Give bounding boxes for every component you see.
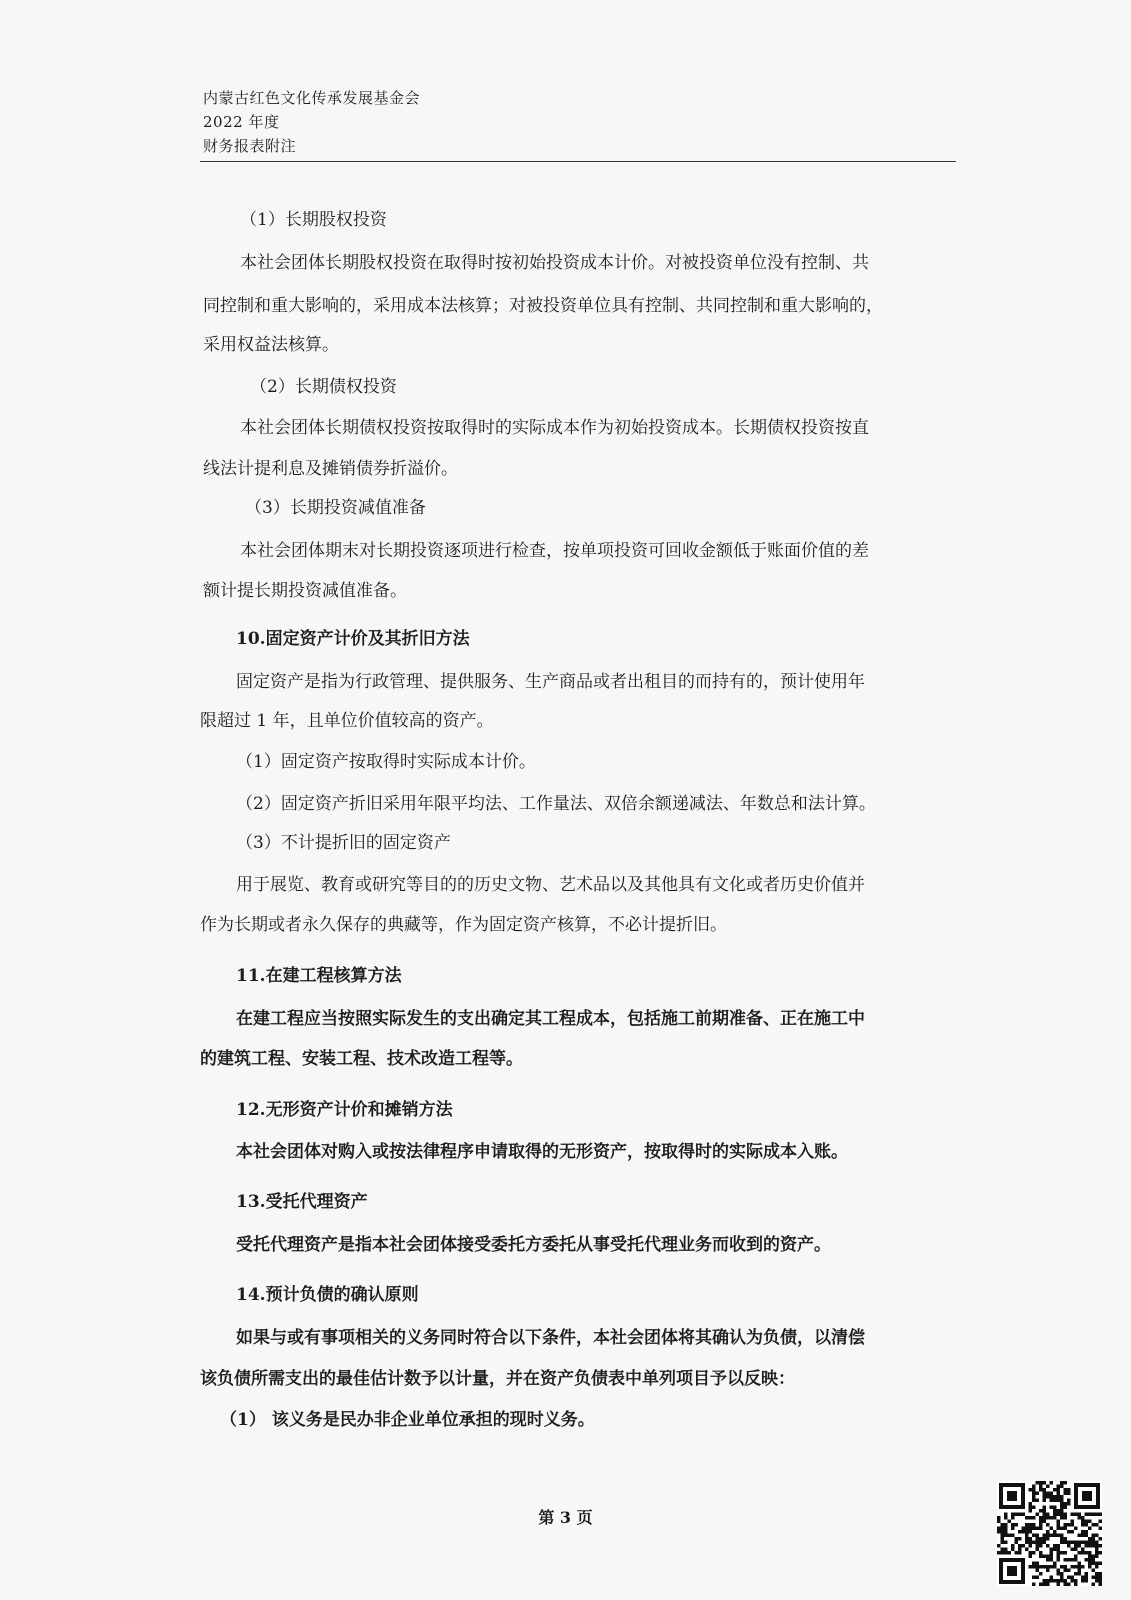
paragraph-line: 本社会团体长期股权投资在取得时按初始投资成本计价。对被投资单位没有控制、共 bbox=[240, 253, 869, 273]
page-header bbox=[203, 86, 953, 158]
list-item: （1）固定资产按取得时实际成本计价。 bbox=[236, 752, 536, 772]
list-item: （2）固定资产折旧采用年限平均法、工作量法、双倍余额递减法、年数总和法计算。 bbox=[236, 794, 876, 814]
sub-heading: （3）长期投资减值准备 bbox=[245, 498, 426, 518]
paragraph-line: 本社会团体期末对长期投资逐项进行检查，按单项投资可回收金额低于账面价值的差 bbox=[240, 541, 869, 561]
qr-code-icon bbox=[997, 1481, 1102, 1586]
paragraph-line: 额计提长期投资减值准备。 bbox=[203, 581, 407, 601]
paragraph-line: 用于展览、教育或研究等目的的历史文物、艺术品以及其他具有文化或者历史价值并 bbox=[236, 875, 865, 895]
list-item: （3）不计提折旧的固定资产 bbox=[236, 833, 451, 853]
section-heading: 13.受托代理资产 bbox=[236, 1192, 368, 1212]
paragraph-line: 限超过 1 年，且单位价值较高的资产。 bbox=[200, 711, 494, 731]
header-year: 2022 年度 bbox=[203, 113, 280, 131]
section-heading: 12.无形资产计价和摊销方法 bbox=[236, 1100, 453, 1120]
paragraph-line: 本社会团体长期债权投资按取得时的实际成本作为初始投资成本。长期债权投资按直 bbox=[240, 418, 869, 438]
header-doc-title: 财务报表附注 bbox=[203, 137, 297, 155]
section-heading: 11.在建工程核算方法 bbox=[236, 966, 402, 986]
paragraph-line: 采用权益法核算。 bbox=[203, 335, 339, 355]
header-divider bbox=[200, 161, 956, 162]
sub-heading: （1）长期股权投资 bbox=[240, 210, 387, 230]
list-item: （1） 该义务是民办非企业单位承担的现时义务。 bbox=[220, 1410, 595, 1430]
paragraph-line: 同控制和重大影响的，采用成本法核算；对被投资单位具有控制、共同控制和重大影响的， bbox=[203, 296, 883, 316]
section-heading: 14.预计负债的确认原则 bbox=[236, 1285, 419, 1305]
section-heading: 10.固定资产计价及其折旧方法 bbox=[236, 629, 470, 649]
paragraph-line: 固定资产是指为行政管理、提供服务、生产商品或者出租目的而持有的，预计使用年 bbox=[236, 672, 865, 692]
sub-heading: （2）长期债权投资 bbox=[250, 377, 397, 397]
paragraph-line: 在建工程应当按照实际发生的支出确定其工程成本，包括施工前期准备、正在施工中 bbox=[236, 1009, 865, 1029]
paragraph-line: 如果与或有事项相关的义务同时符合以下条件，本社会团体将其确认为负债，以清偿 bbox=[236, 1328, 865, 1348]
paragraph-line: 的建筑工程、安装工程、技术改造工程等。 bbox=[200, 1049, 523, 1069]
page-number: 第 3 页 bbox=[538, 1508, 593, 1527]
header-org-name: 内蒙古红色文化传承发展基金会 bbox=[203, 89, 421, 107]
paragraph-line: 作为长期或者永久保存的典藏等，作为固定资产核算，不必计提折旧。 bbox=[200, 915, 727, 935]
paragraph-line: 线法计提利息及摊销债券折溢价。 bbox=[203, 459, 458, 479]
paragraph-line: 本社会团体对购入或按法律程序申请取得的无形资产，按取得时的实际成本入账。 bbox=[236, 1142, 848, 1162]
paragraph-line: 该负债所需支出的最佳估计数予以计量，并在资产负债表中单列项目予以反映： bbox=[200, 1369, 795, 1389]
paragraph-line: 受托代理资产是指本社会团体接受委托方委托从事受托代理业务而收到的资产。 bbox=[236, 1235, 831, 1255]
